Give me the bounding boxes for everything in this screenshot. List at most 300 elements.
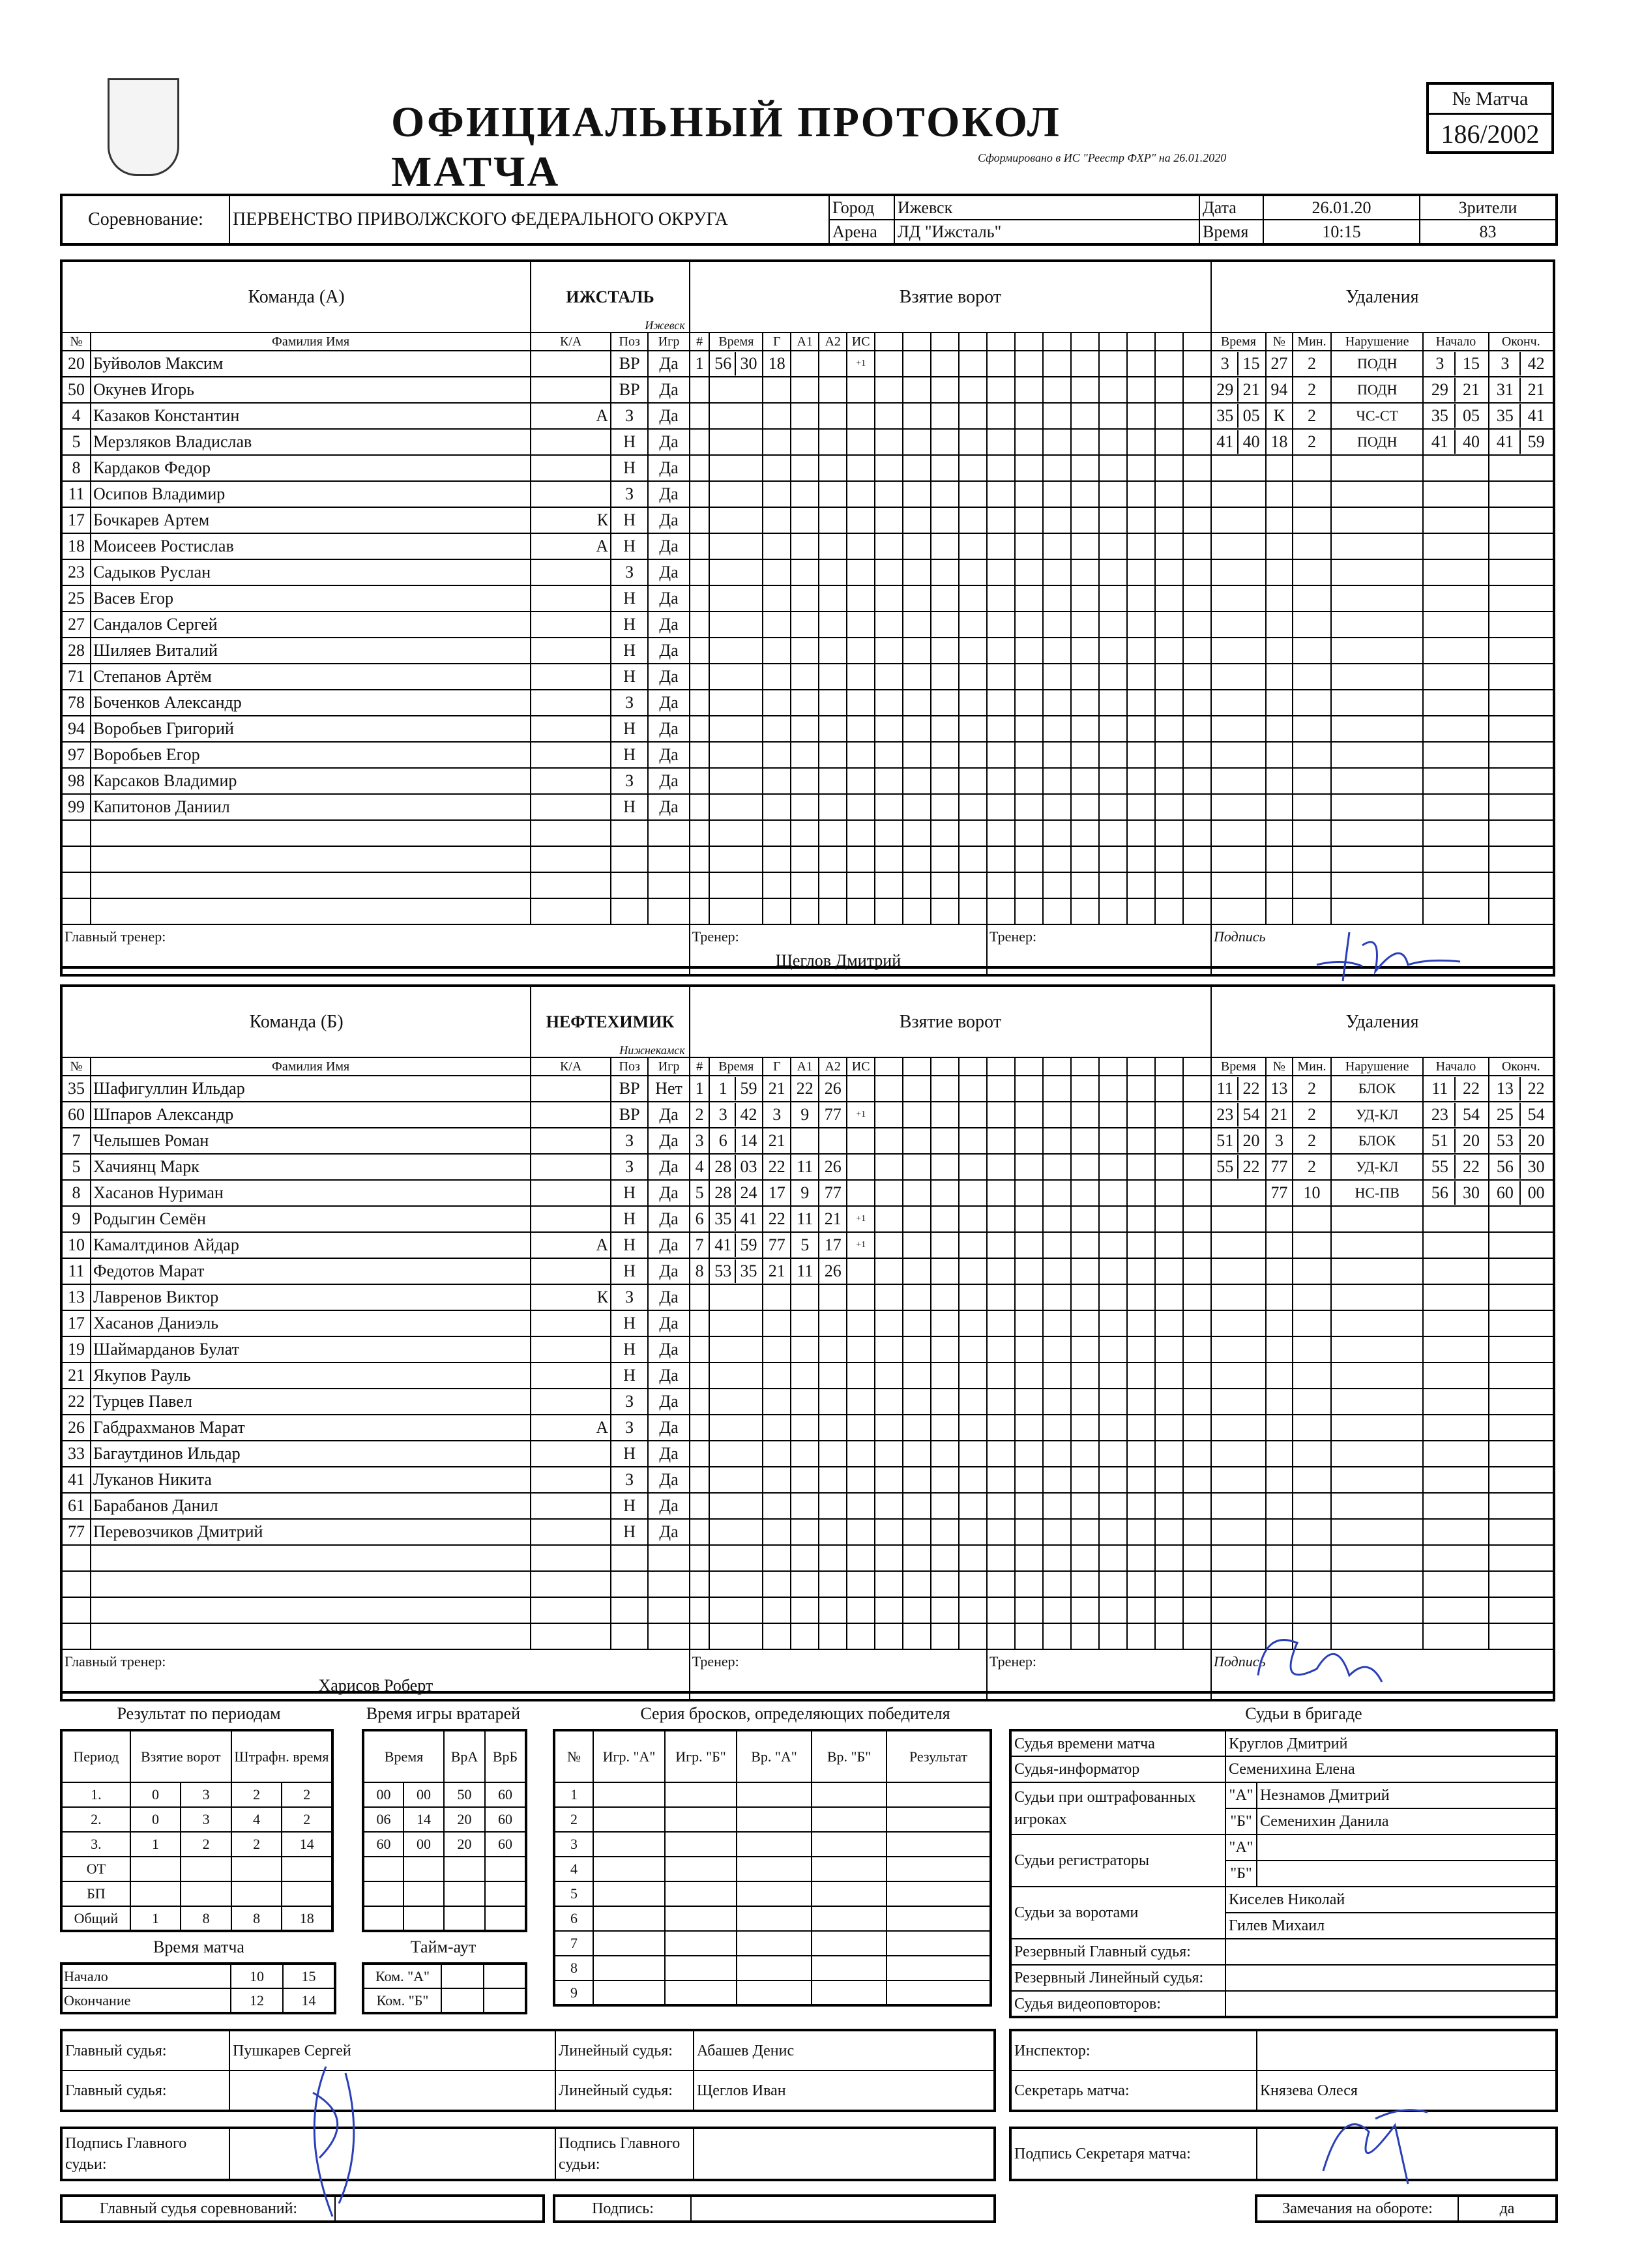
pen-min: 2 <box>1293 1076 1331 1102</box>
player-played: Да <box>648 1336 689 1362</box>
player-pos: З <box>611 1467 648 1493</box>
teamB-city: Нижнекамск <box>619 1044 685 1057</box>
player-pos: З <box>611 1154 648 1180</box>
h-no: № <box>61 332 91 351</box>
goal-time: 3 42 <box>709 1102 763 1128</box>
teamB-row <box>61 1571 1554 1597</box>
player-pos: З <box>611 559 648 585</box>
remarks-table <box>1255 2194 1558 2223</box>
h-onice-5 <box>1015 1057 1043 1076</box>
competition-label: Соревнование: <box>61 195 229 244</box>
period-cell: 2 <box>181 1832 231 1857</box>
teamA-table <box>60 259 1555 977</box>
player-number: 77 <box>61 1519 91 1545</box>
h-ka: К/А <box>531 1057 611 1076</box>
signature-team-b-icon <box>1239 1617 1395 1701</box>
teamB-row <box>61 1128 1554 1154</box>
player-number: 23 <box>61 559 91 585</box>
so-row <box>554 1881 991 1906</box>
pen-start: 56 30 <box>1423 1180 1488 1206</box>
pen-violation: БЛОК <box>1331 1128 1423 1154</box>
player-played: Да <box>648 1206 689 1232</box>
h-onice-10 <box>1155 332 1183 351</box>
player-pos: Н <box>611 1441 648 1467</box>
player-played: Да <box>648 351 689 377</box>
so-row <box>554 1807 991 1832</box>
ref-penbox-label: Судьи при оштрафованных игроках <box>1010 1782 1225 1834</box>
player-name: Шафигуллин Ильдар <box>91 1076 531 1102</box>
goal-field-3: 21 <box>763 1128 791 1154</box>
teamB-row <box>61 1415 1554 1441</box>
sign-secretary-table <box>1009 2127 1558 2181</box>
teamA-row <box>61 507 1554 533</box>
pen-min: 10 <box>1293 1180 1331 1206</box>
match-end-label: Окончание <box>61 1988 231 2013</box>
player-played: Да <box>648 1128 689 1154</box>
sign-label: Подпись <box>1214 928 1266 945</box>
teamA-label: Команда (А) <box>61 261 531 332</box>
match-start-h: 10 <box>231 1964 283 1988</box>
player-played: Да <box>648 585 689 611</box>
main-ref-1: Пушкарев Сергей <box>229 2030 555 2070</box>
player-pos: Н <box>611 429 648 455</box>
player-played: Да <box>648 1154 689 1180</box>
player-number: 21 <box>61 1362 91 1389</box>
player-role: А <box>531 1232 611 1258</box>
period-cell: 4 <box>231 1807 282 1832</box>
period-row <box>61 1807 332 1832</box>
pen-start: 3 15 <box>1423 351 1488 377</box>
time: 10:15 <box>1263 220 1420 244</box>
timeout-a-label: Ком. "А" <box>363 1964 441 1988</box>
goal-time: 35 41 <box>709 1206 763 1232</box>
h-onice-4 <box>987 332 1015 351</box>
so-num: 6 <box>554 1906 593 1931</box>
refs-table <box>1009 1729 1558 2018</box>
goal-field-4: 9 <box>791 1180 819 1206</box>
teamB-row <box>61 1441 1554 1467</box>
pen-end: 31 21 <box>1489 377 1554 403</box>
so-row <box>554 1857 991 1881</box>
player-pos: Н <box>611 742 648 768</box>
period-cell: 2. <box>61 1807 130 1832</box>
teamB-row <box>61 1102 1554 1128</box>
podpis-label: Подпись: <box>554 2196 691 2222</box>
player-pos: Н <box>611 716 648 742</box>
player-number: 17 <box>61 1310 91 1336</box>
goal-field-4: 11 <box>791 1154 819 1180</box>
goal-field-3: 18 <box>763 351 791 377</box>
teamA-row <box>61 351 1554 377</box>
pen-time: 23 54 <box>1211 1102 1266 1128</box>
player-name: Шпаров Александр <box>91 1102 531 1128</box>
periods-h-period: Период <box>61 1730 130 1782</box>
period-cell: 1. <box>61 1782 130 1807</box>
teamB-row <box>61 1284 1554 1310</box>
coach-label: Тренер: <box>692 928 739 945</box>
so-num: 3 <box>554 1832 593 1857</box>
pen-player: 18 <box>1266 429 1293 455</box>
time-label: Время <box>1199 220 1263 244</box>
h-onice-7 <box>1071 332 1099 351</box>
so-num: 5 <box>554 1881 593 1906</box>
ref-penbox-a: Незнамов Дмитрий <box>1257 1782 1557 1808</box>
teamB-row <box>61 1493 1554 1519</box>
goal-no: 1 <box>690 1076 710 1102</box>
teamB-pens-title: Удаления <box>1211 986 1554 1057</box>
goal-field-4: 11 <box>791 1258 819 1284</box>
player-number: 25 <box>61 585 91 611</box>
pen-time: 55 22 <box>1211 1154 1266 1180</box>
periods-h-pen: Штрафн. время <box>231 1730 332 1782</box>
player-number: 18 <box>61 533 91 559</box>
player-role <box>531 1128 611 1154</box>
player-pos: Н <box>611 638 648 664</box>
spectators-label: Зрители <box>1420 195 1557 220</box>
h-hash: # <box>690 332 710 351</box>
period-cell: 14 <box>282 1832 332 1857</box>
teamB-row <box>61 1258 1554 1284</box>
player-pos: Н <box>611 533 648 559</box>
period-cell <box>181 1857 231 1881</box>
teamB-row <box>61 1519 1554 1545</box>
h-ptime: Время <box>1211 332 1266 351</box>
teamA-row <box>61 638 1554 664</box>
pen-time: 3 15 <box>1211 351 1266 377</box>
match-number-box <box>1426 82 1554 154</box>
player-role <box>531 1362 611 1389</box>
timeout-title: Тайм-аут <box>410 1937 476 1956</box>
so-row <box>554 1931 991 1956</box>
goal-field-3: 22 <box>763 1154 791 1180</box>
goal-field-3: 3 <box>763 1102 791 1128</box>
goal-situation <box>847 1076 875 1102</box>
goal-field-4: 11 <box>791 1206 819 1232</box>
player-pos: З <box>611 1389 648 1415</box>
player-name: Васев Егор <box>91 585 531 611</box>
player-role <box>531 1310 611 1336</box>
h-end: Оконч. <box>1489 1057 1554 1076</box>
player-role <box>531 1441 611 1467</box>
teamA-name-cell <box>531 261 689 332</box>
teamA-row <box>61 690 1554 716</box>
player-pos: Н <box>611 585 648 611</box>
shootout-table <box>553 1729 992 2007</box>
player-played: Да <box>648 533 689 559</box>
player-name: Барабанов Данил <box>91 1493 531 1519</box>
h-igr: Игр <box>648 332 689 351</box>
teamA-row <box>61 481 1554 507</box>
pen-violation: УД-КЛ <box>1331 1154 1423 1180</box>
gk-cell: 60 <box>363 1832 403 1857</box>
player-played: Да <box>648 1180 689 1206</box>
goal-field-5: 21 <box>819 1206 847 1232</box>
pen-end: 60 00 <box>1489 1180 1554 1206</box>
player-number: 22 <box>61 1389 91 1415</box>
h-onice-3 <box>959 1057 987 1076</box>
player-played: Да <box>648 1467 689 1493</box>
match-start-m: 15 <box>283 1964 335 1988</box>
player-played: Да <box>648 1519 689 1545</box>
pen-min: 2 <box>1293 377 1331 403</box>
player-played: Да <box>648 481 689 507</box>
player-role <box>531 794 611 820</box>
periods-table <box>60 1729 334 1932</box>
gk-cell: 06 <box>363 1807 403 1832</box>
period-cell: 8 <box>231 1906 282 1931</box>
goal-situation: +1 <box>847 351 875 377</box>
player-played: Да <box>648 1362 689 1389</box>
player-pos: З <box>611 690 648 716</box>
goal-field-5: 77 <box>819 1102 847 1128</box>
arena: ЛД "Ижсталь" <box>894 220 1199 244</box>
period-cell: 1 <box>130 1832 181 1857</box>
h-is: ИС <box>847 1057 875 1076</box>
player-pos: ВР <box>611 351 648 377</box>
so-h-no: № <box>554 1730 593 1782</box>
so-num: 4 <box>554 1857 593 1881</box>
player-name: Буйволов Максим <box>91 351 531 377</box>
player-played: Да <box>648 455 689 481</box>
pen-time <box>1211 1180 1266 1206</box>
period-cell: 18 <box>282 1906 332 1931</box>
player-pos: З <box>611 481 648 507</box>
teamB-coach-cell <box>690 1649 987 1700</box>
period-cell <box>231 1857 282 1881</box>
pen-player: 94 <box>1266 377 1293 403</box>
doc-subnote: Сформировано в ИС "Реестр ФХР" на 26.01.2020 <box>978 151 1227 164</box>
header-table <box>60 194 1558 246</box>
league-logo-icon <box>108 78 179 176</box>
match-time-table <box>60 1962 336 2014</box>
player-role <box>531 716 611 742</box>
player-role <box>531 638 611 664</box>
player-played: Да <box>648 1232 689 1258</box>
ref-time-label: Судья времени матча <box>1010 1730 1225 1756</box>
player-name: Хасанов Даниэль <box>91 1310 531 1336</box>
pen-end: 13 22 <box>1489 1076 1554 1102</box>
goal-situation: +1 <box>847 1206 875 1232</box>
so-h-vb: Вр. "Б" <box>812 1730 887 1782</box>
pen-start: 11 22 <box>1423 1076 1488 1102</box>
line-ref-2: Щеглов Иван <box>694 2070 995 2111</box>
period-row <box>61 1782 332 1807</box>
player-number: 50 <box>61 377 91 403</box>
h-pno: № <box>1266 332 1293 351</box>
player-role <box>531 1102 611 1128</box>
pen-violation: ЧС-СТ <box>1331 403 1423 429</box>
h-onice-0 <box>875 1057 903 1076</box>
player-number: 99 <box>61 794 91 820</box>
inspector-table <box>1009 2029 1558 2112</box>
goal-field-5: 26 <box>819 1258 847 1284</box>
player-number: 20 <box>61 351 91 377</box>
pen-end: 53 20 <box>1489 1128 1554 1154</box>
so-row <box>554 1956 991 1981</box>
refs-title: Судьи в бригаде <box>1245 1704 1362 1723</box>
h-onice-9 <box>1127 1057 1155 1076</box>
signature-team-a-icon <box>1304 919 1473 991</box>
player-name: Турцев Павел <box>91 1389 531 1415</box>
so-row <box>554 1832 991 1857</box>
line-ref-1-label: Линейный судья: <box>555 2030 694 2070</box>
period-cell: 2 <box>282 1807 332 1832</box>
player-played: Да <box>648 1415 689 1441</box>
goal-time: 1 59 <box>709 1076 763 1102</box>
gk-cell: 20 <box>444 1807 485 1832</box>
h-pno: № <box>1266 1057 1293 1076</box>
player-pos: З <box>611 768 648 794</box>
pen-start: 29 21 <box>1423 377 1488 403</box>
player-role <box>531 351 611 377</box>
h-g: Г <box>763 1057 791 1076</box>
goal-no: 8 <box>690 1258 710 1284</box>
h-onice-1 <box>903 1057 931 1076</box>
player-role <box>531 1519 611 1545</box>
goal-no: 2 <box>690 1102 710 1128</box>
h-onice-11 <box>1183 1057 1211 1076</box>
goal-no: 4 <box>690 1154 710 1180</box>
secretary: Князева Олеся <box>1257 2070 1557 2111</box>
teamB-headcoach: Харисов Роберт <box>318 1676 433 1695</box>
h-onice-11 <box>1183 332 1211 351</box>
player-name: Федотов Марат <box>91 1258 531 1284</box>
player-number: 60 <box>61 1102 91 1128</box>
period-cell <box>282 1881 332 1906</box>
teamA-row <box>61 846 1554 872</box>
ref-info: Семенихина Елена <box>1225 1756 1557 1782</box>
period-cell: 2 <box>282 1782 332 1807</box>
player-role <box>531 1493 611 1519</box>
goal-field-3: 21 <box>763 1258 791 1284</box>
gk-cell: 50 <box>444 1782 485 1807</box>
player-name: Сандалов Сергей <box>91 611 531 638</box>
player-name: Карсаков Владимир <box>91 768 531 794</box>
pen-violation: НС-ПВ <box>1331 1180 1423 1206</box>
h-hash: # <box>690 1057 710 1076</box>
h-a1: А1 <box>791 1057 819 1076</box>
h-a2: А2 <box>819 1057 847 1076</box>
player-played: Да <box>648 1310 689 1336</box>
h-pos: Поз <box>611 332 648 351</box>
player-number: 26 <box>61 1415 91 1441</box>
pen-start: 41 40 <box>1423 429 1488 455</box>
sign-label: Подпись <box>1213 1653 1266 1670</box>
player-role <box>531 455 611 481</box>
goal-situation: +1 <box>847 1102 875 1128</box>
teamB-name: НЕФТЕХИМИК <box>546 1012 675 1031</box>
pen-min: 2 <box>1293 1102 1331 1128</box>
player-pos: З <box>611 1284 648 1310</box>
sign-table <box>60 2127 996 2181</box>
player-pos: Н <box>611 1519 648 1545</box>
player-played: Да <box>648 794 689 820</box>
h-start: Начало <box>1423 1057 1488 1076</box>
player-played: Да <box>648 1441 689 1467</box>
ref-info-label: Судья-информатор <box>1010 1756 1225 1782</box>
signature-main-ref-icon <box>287 2054 385 2223</box>
h-onice-1 <box>903 332 931 351</box>
goal-field-3: 17 <box>763 1180 791 1206</box>
period-row <box>61 1906 332 1931</box>
player-pos: З <box>611 1415 648 1441</box>
pen-violation: УД-КЛ <box>1331 1102 1423 1128</box>
teamA-row <box>61 559 1554 585</box>
player-number: 13 <box>61 1284 91 1310</box>
so-num: 8 <box>554 1956 593 1981</box>
player-name: Камалтдинов Айдар <box>91 1232 531 1258</box>
player-name: Осипов Владимир <box>91 481 531 507</box>
gk-row <box>363 1832 526 1857</box>
player-role: А <box>531 403 611 429</box>
player-number: 11 <box>61 1258 91 1284</box>
goal-field-5 <box>819 1128 847 1154</box>
teamA-city: Ижевск <box>645 319 685 332</box>
ref-goal-label: Судьи за воротами <box>1010 1887 1225 1939</box>
pen-player: 77 <box>1266 1154 1293 1180</box>
pen-start: 35 05 <box>1423 403 1488 429</box>
player-number: 33 <box>61 1441 91 1467</box>
h-pmin: Мин. <box>1293 1057 1331 1076</box>
remarks-label: Замечания на обороте: <box>1256 2196 1458 2222</box>
gk-table <box>362 1729 527 1932</box>
player-pos: Н <box>611 507 648 533</box>
player-played: Да <box>648 768 689 794</box>
pen-min: 2 <box>1293 429 1331 455</box>
teamA-row <box>61 403 1554 429</box>
player-number: 78 <box>61 690 91 716</box>
player-role <box>531 1336 611 1362</box>
timeout-table <box>362 1962 527 2014</box>
goal-time: 56 30 <box>709 351 763 377</box>
so-h-a: Игр. "А" <box>593 1730 665 1782</box>
coach2-label: Тренер: <box>989 928 1037 945</box>
pen-player: К <box>1266 403 1293 429</box>
teamB-row <box>61 1180 1554 1206</box>
gk-cell: 00 <box>403 1832 444 1857</box>
h-pos: Поз <box>611 1057 648 1076</box>
teamA-row <box>61 820 1554 846</box>
teamB-row <box>61 1310 1554 1336</box>
pen-min: 2 <box>1293 1154 1331 1180</box>
period-cell: 3 <box>181 1807 231 1832</box>
player-name: Родыгин Семён <box>91 1206 531 1232</box>
player-role <box>531 429 611 455</box>
player-played: Нет <box>648 1076 689 1102</box>
period-cell <box>231 1881 282 1906</box>
player-role <box>531 1180 611 1206</box>
main-ref-1-label: Главный судья: <box>61 2030 229 2070</box>
match-number: 186/2002 <box>1441 119 1540 149</box>
teamB-row <box>61 1206 1554 1232</box>
h-onice-5 <box>1015 332 1043 351</box>
player-role <box>531 690 611 716</box>
player-name: Мерзляков Владислав <box>91 429 531 455</box>
pen-start: 55 22 <box>1423 1154 1488 1180</box>
pen-min: 2 <box>1293 403 1331 429</box>
gk-h-time: Время <box>363 1730 444 1782</box>
player-played: Да <box>648 559 689 585</box>
player-number: 9 <box>61 1206 91 1232</box>
pen-violation: ПОДН <box>1331 429 1423 455</box>
teamB-row <box>61 1336 1554 1362</box>
date-label: Дата <box>1199 195 1263 220</box>
goal-no: 7 <box>690 1232 710 1258</box>
shootout-title: Серия бросков, определяющих победителя <box>640 1704 950 1723</box>
player-role <box>531 1389 611 1415</box>
ref-goal-b: Гилев Михаил <box>1225 1913 1557 1939</box>
period-cell: 1 <box>130 1906 181 1931</box>
